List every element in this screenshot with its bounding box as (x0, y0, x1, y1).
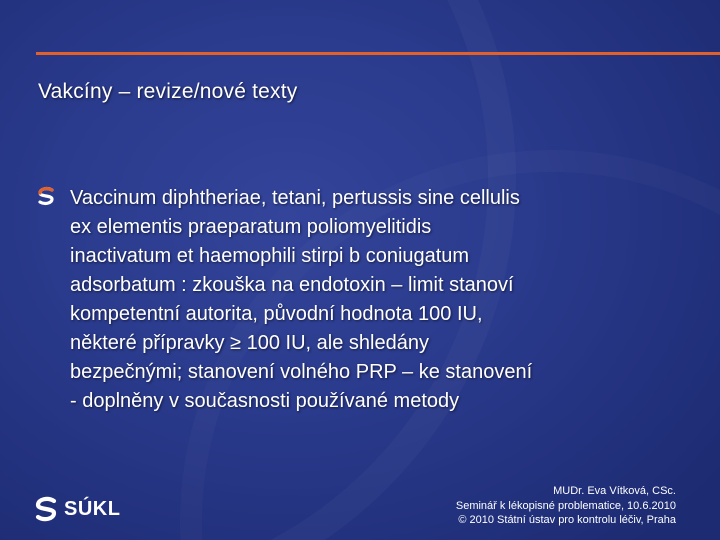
bullet-line: některé přípravky ≥ 100 IU, ale shledány (70, 332, 429, 354)
bullet-line: inactivatum et haemophili stirpi b coniugatum (70, 245, 470, 267)
bullet-line: ex elementis praeparatum poliomyelitidis (70, 216, 432, 238)
bullet-line: adsorbatum : zkouška na endotoxin – limit stanoví (70, 274, 514, 296)
logo-text: SÚKL (64, 497, 121, 520)
footer-event: Seminář k lékopisné problematice, 10.6.2010 (455, 499, 676, 512)
footer-author: MUDr. Eva Vítková, CSc. (553, 485, 676, 497)
bullet-paragraph (70, 184, 670, 416)
sukl-swirl-icon (36, 186, 56, 206)
bullet-line: kompetentní autorita, původní hodnota 100 IU, (70, 303, 483, 325)
slide-title: Vakcíny – revize/nové texty (38, 80, 298, 103)
bullet-line: - doplněny v současnosti používané metody (70, 390, 460, 412)
footer-copyright: © 2010 Státní ústav pro kontrolu léčiv, Praha (458, 514, 676, 526)
footer (456, 484, 676, 528)
sukl-logo-icon (32, 495, 60, 523)
bullet-line: bezpečnými; stanovení volného PRP – ke stanovení (70, 361, 533, 383)
bullet-line: Vaccinum diphtheriae, tetani, pertussis sine cellulis (70, 187, 520, 209)
title-divider (36, 52, 720, 55)
sukl-logo (32, 494, 120, 524)
